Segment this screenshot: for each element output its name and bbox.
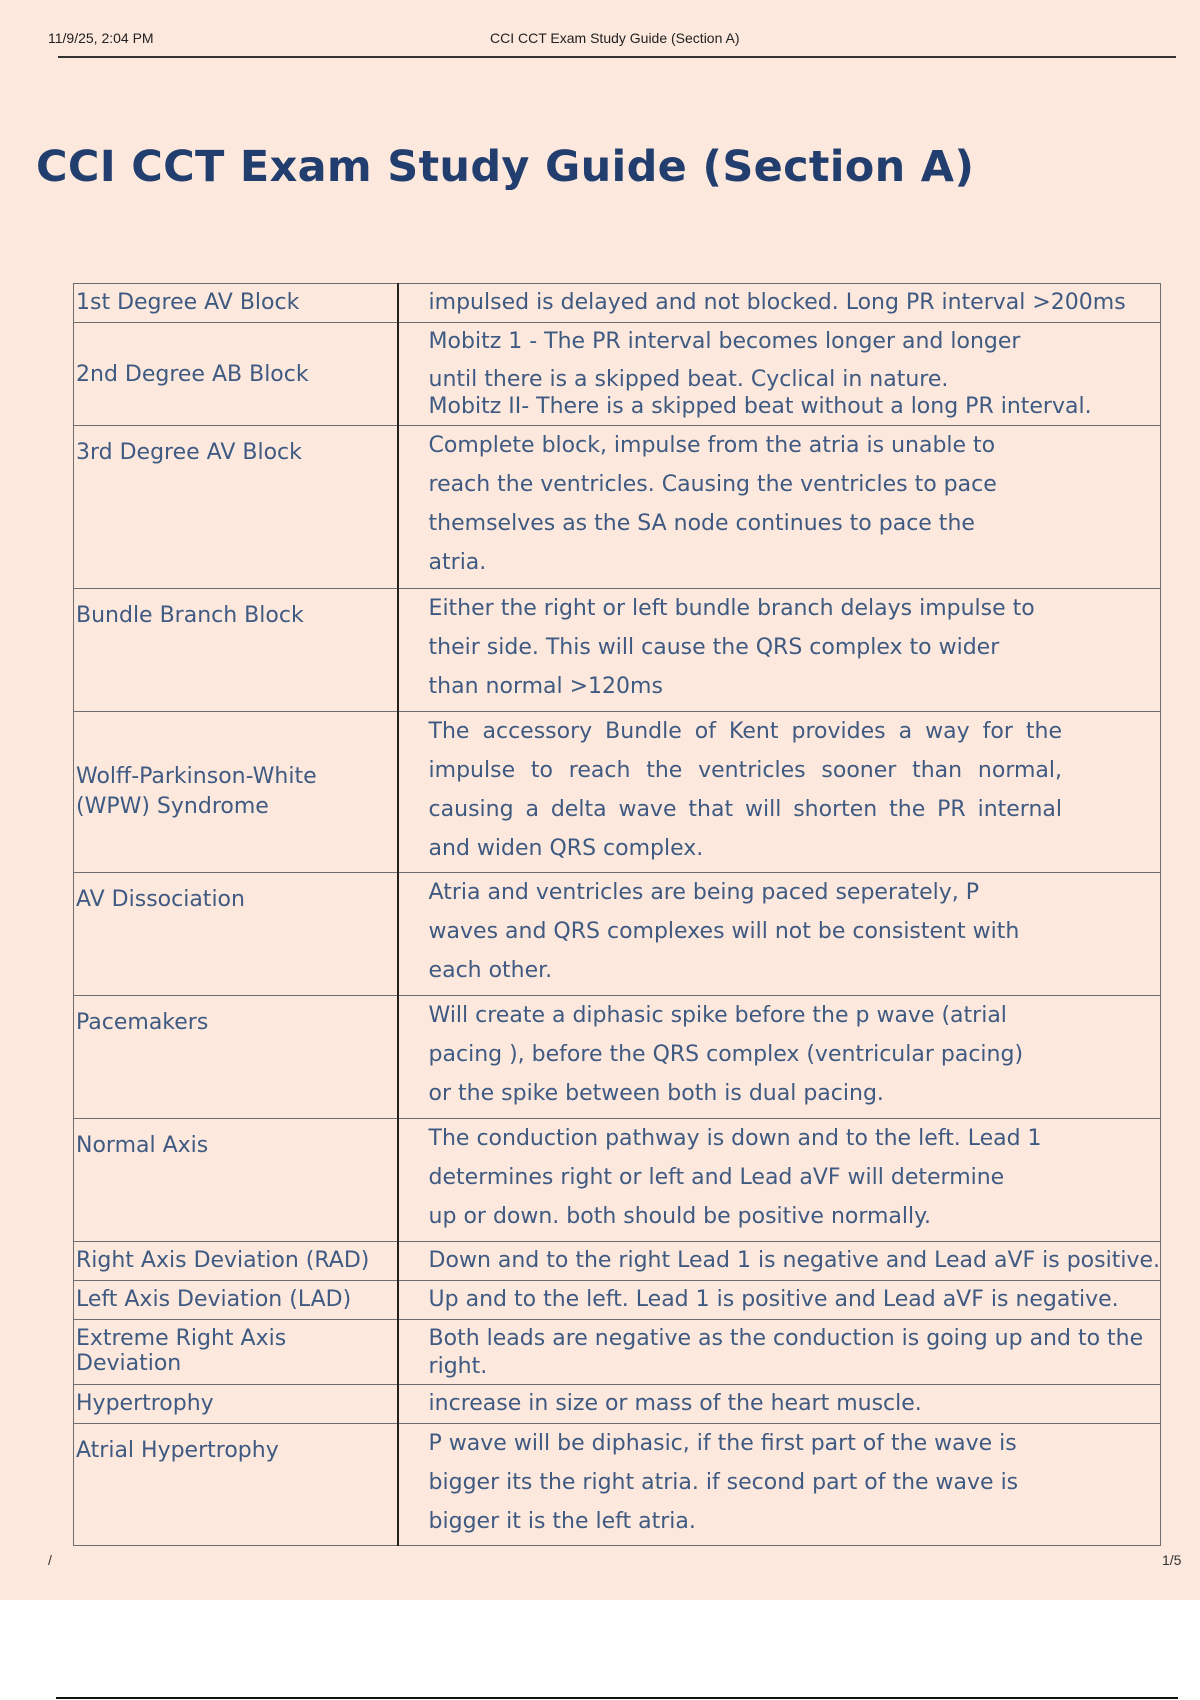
term-label: Bundle Branch Block — [76, 603, 304, 628]
description-line: than normal >120ms — [428, 674, 663, 699]
description-line: causing a delta wave that will shorten the PR internal — [428, 797, 1062, 822]
description-cell — [398, 1242, 1161, 1281]
description-cell — [398, 284, 1161, 323]
term-label: 3rd Degree AV Block — [76, 440, 302, 465]
table-row — [74, 1385, 1161, 1424]
term-label: Atrial Hypertrophy — [76, 1438, 279, 1463]
description-line: themselves as the SA node continues to pace the — [428, 511, 975, 536]
description-line: Will create a diphasic spike before the p wave (atrial — [428, 1003, 1007, 1028]
description-line: The accessory Bundle of Kent provides a way for the — [428, 719, 1062, 744]
print-header — [0, 30, 1200, 50]
description-line: impulsed is delayed and not blocked. Long PR interval >200ms — [428, 290, 1126, 315]
term-cell — [74, 873, 398, 996]
description-line: Complete block, impulse from the atria is unable to — [428, 433, 996, 458]
description-line: or the spike between both is dual pacing. — [428, 1081, 884, 1106]
description-line: determines right or left and Lead aVF will determine — [428, 1165, 1005, 1190]
description-cell — [398, 873, 1161, 996]
description-line: Either the right or left bundle branch delays impulse to — [428, 596, 1035, 621]
term-cell — [74, 284, 398, 323]
term-label: Left Axis Deviation (LAD) — [76, 1287, 352, 1312]
description-line: right. — [428, 1354, 488, 1379]
study-table — [73, 283, 1161, 1546]
description-cell — [398, 1424, 1161, 1546]
description-line: waves and QRS complexes will not be consistent with — [428, 919, 1020, 944]
description-line: Mobitz 1 - The PR interval becomes longer and longer — [428, 329, 1021, 354]
term-cell — [74, 1242, 398, 1281]
print-title: CCI CCT Exam Study Guide (Section A) — [490, 30, 740, 46]
description-cell — [398, 323, 1161, 426]
description-cell — [398, 426, 1161, 589]
description-line: bigger it is the left atria. — [428, 1509, 696, 1534]
description-line: their side. This will cause the QRS complex to wider — [428, 635, 1000, 660]
table-row — [74, 284, 1161, 323]
term-cell — [74, 1385, 398, 1424]
term-cell — [74, 1320, 398, 1385]
term-label: Wolff-Parkinson-White (WPW) Syndrome — [76, 764, 317, 819]
description-line: impulse to reach the ventricles sooner than normal, — [428, 758, 1062, 783]
table-row — [74, 426, 1161, 589]
print-datetime: 11/9/25, 2:04 PM — [48, 30, 154, 46]
table-row — [74, 1320, 1161, 1385]
table-row — [74, 1119, 1161, 1242]
table-row — [74, 589, 1161, 712]
description-line: pacing ), before the QRS complex (ventricular pacing) — [428, 1042, 1024, 1067]
term-cell — [74, 323, 398, 426]
term-label: 2nd Degree AB Block — [76, 361, 309, 387]
term-label: Pacemakers — [76, 1010, 209, 1035]
term-label: Hypertrophy — [76, 1391, 214, 1416]
description-line: increase in size or mass of the heart muscle. — [428, 1391, 922, 1416]
term-label: Right Axis Deviation (RAD) — [76, 1248, 370, 1273]
term-cell — [74, 1119, 398, 1242]
description-line: P wave will be diphasic, if the first part of the wave is — [428, 1431, 1017, 1456]
table-row — [74, 1424, 1161, 1546]
description-line: up or down. both should be positive normally. — [428, 1204, 932, 1229]
term-label: 1st Degree AV Block — [76, 290, 300, 315]
description-line: Down and to the right Lead 1 is negative and Lead aVF is positive. — [428, 1248, 1160, 1273]
description-cell — [398, 712, 1161, 873]
description-line: until there is a skipped beat. Cyclical in nature. — [428, 367, 949, 392]
term-cell — [74, 712, 398, 873]
table-row — [74, 1242, 1161, 1281]
term-label: AV Dissociation — [76, 887, 245, 912]
table-row — [74, 1281, 1161, 1320]
page-title: CCI CCT Exam Study Guide (Section A) — [36, 142, 975, 192]
term-cell — [74, 426, 398, 589]
description-line: The conduction pathway is down and to the left. Lead 1 — [428, 1126, 1042, 1151]
description-line: atria. — [428, 550, 487, 575]
next-page-divider — [56, 1697, 1178, 1699]
description-line: Mobitz II- There is a skipped beat without a long PR interval. — [428, 394, 1092, 419]
header-divider — [58, 56, 1176, 58]
description-cell — [398, 589, 1161, 712]
table-row — [74, 712, 1161, 873]
footer-url: / — [48, 1552, 52, 1568]
description-line: each other. — [428, 958, 553, 983]
term-cell — [74, 996, 398, 1119]
page-number: 1/5 — [1162, 1552, 1182, 1568]
description-cell — [398, 1385, 1161, 1424]
term-label: Extreme Right Axis Deviation — [76, 1326, 287, 1376]
table-row — [74, 323, 1161, 426]
description-line: Atria and ventricles are being paced seperately, P — [428, 880, 980, 905]
table-row — [74, 873, 1161, 996]
description-cell — [398, 1281, 1161, 1320]
description-cell — [398, 1119, 1161, 1242]
term-label: Normal Axis — [76, 1133, 209, 1158]
description-cell — [398, 1320, 1161, 1385]
description-line: bigger its the right atria. if second part of the wave is — [428, 1470, 1019, 1495]
description-line: reach the ventricles. Causing the ventricles to pace — [428, 472, 997, 497]
description-cell — [398, 996, 1161, 1119]
description-line: and widen QRS complex. — [428, 836, 704, 861]
table-row — [74, 996, 1161, 1119]
description-line: Up and to the left. Lead 1 is positive and Lead aVF is negative. — [428, 1287, 1119, 1312]
term-cell — [74, 589, 398, 712]
description-line: Both leads are negative as the conduction is going up and to the — [428, 1326, 1144, 1351]
term-cell — [74, 1424, 398, 1546]
term-cell — [74, 1281, 398, 1320]
